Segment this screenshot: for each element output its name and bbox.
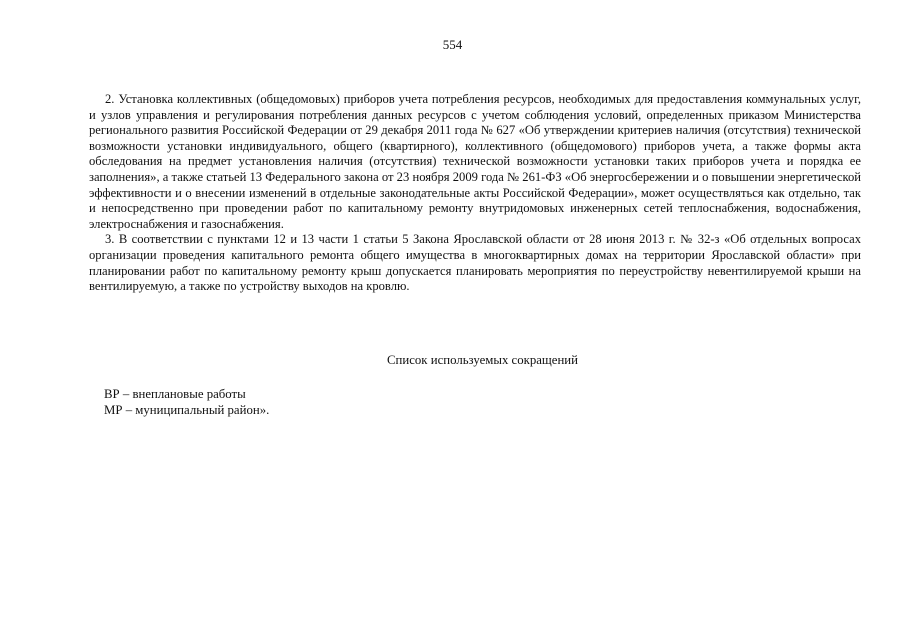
abbreviations-list	[104, 386, 604, 418]
abbreviation-item: ВР – внеплановые работы	[104, 387, 246, 401]
paragraph-2: 2. Установка коллективных (общедомовых) приборов учета потребления ресурсов, необходимых для предоставления коммунальных услуг, и узлов управления и регулирования потребления данных ресурсов с учетом соблюдения условий, определенных приказом Министерства регионального развития Российской Федерации от 29 декабря 2011 года № 627 «Об утверждении критериев наличия (отсутствия) технической возможности установки индивидуального, общего (квартирного), коллективного (общедомового) приборов учета, а также формы акта обследования на предмет установления наличия (отсутствия) технической возможности установки таких приборов учета и порядка ее заполнения», а также статьей 13 Федерального закона от 23 ноября 2009 года № 261-ФЗ «Об энергосбережении и о повышении энергетической эффективности и о внесении изменений в отдельные законодательные акты Российской Федерации», может осуществляться как отдельно, так и непосредственно при проведении работ по капитальному ремонту внутридомовых инженерных сетей теплоснабжения, водоснабжения, электроснабжения и газоснабжения.	[89, 92, 861, 231]
abbreviation-item: МР – муниципальный район».	[104, 403, 270, 417]
abbreviations-title: Список используемых сокращений	[387, 353, 578, 367]
document-body	[89, 92, 861, 295]
paragraph-3: 3. В соответствии с пунктами 12 и 13 части 1 статьи 5 Закона Ярославской области от 28 июня 2013 г. № 32-з «Об отдельных вопросах организации проведения капитального ремонта общего имущества в многоквартирных домах на территории Ярославской области» при планировании работ по капитальному ремонту крыш допускается планировать мероприятия по переустройству невентилируемой крыши на вентилируемую, а также по устройству выходов на кровлю.	[89, 232, 861, 294]
page-number: 554	[442, 37, 463, 52]
